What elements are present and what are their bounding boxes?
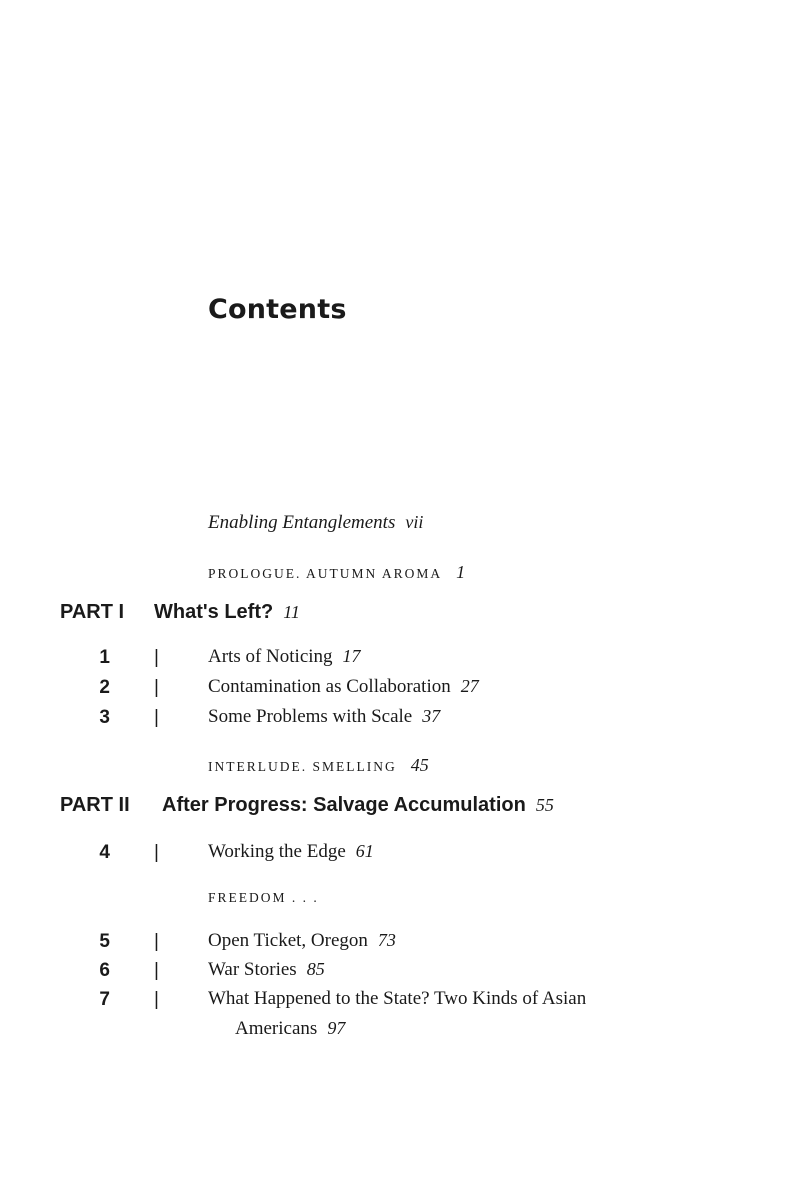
chapter-number: 4 (99, 842, 110, 863)
toc-entry-chapter-7-continued[interactable] (235, 1018, 345, 1040)
toc-entry-page: 85 (306, 959, 325, 979)
toc-entry-page: 17 (342, 646, 361, 666)
chapter-number: 3 (99, 707, 110, 728)
toc-entry-title: INTERLUDE. SMELLING (208, 759, 397, 774)
chapter-separator: | (154, 707, 159, 728)
chapter-separator: | (154, 931, 159, 952)
toc-entry-chapter-5[interactable] (208, 930, 396, 952)
toc-entry-title: Arts of Noticing (208, 646, 333, 667)
toc-entry-title: What Happened to the State? Two Kinds of Asian (208, 988, 587, 1009)
page-title: Contents (208, 294, 347, 325)
chapter-separator: | (154, 647, 159, 668)
toc-entry-page: 37 (422, 706, 441, 726)
toc-entry-title: War Stories (208, 959, 297, 980)
toc-entry-page: 27 (460, 676, 479, 696)
chapter-number: 5 (99, 931, 110, 952)
toc-entry-title: Open Ticket, Oregon (208, 930, 368, 951)
toc-entry-title: FREEDOM . . . (208, 890, 319, 905)
toc-entry-page: 45 (410, 755, 429, 775)
toc-entry-chapter-3[interactable] (208, 706, 440, 728)
chapter-number: 2 (99, 677, 110, 698)
toc-entry-chapter-2[interactable] (208, 676, 479, 698)
chapter-separator: | (154, 960, 159, 981)
part-label-1: PART I (60, 601, 125, 623)
chapter-separator: | (154, 842, 159, 863)
toc-entry-page: 61 (355, 841, 374, 861)
toc-entry-interlude[interactable] (208, 755, 429, 776)
toc-entry-title: Working the Edge (208, 841, 346, 862)
part-title: After Progress: Salvage Accumulation (162, 794, 526, 816)
chapter-separator: | (154, 677, 159, 698)
part-title: What's Left? (154, 601, 274, 623)
toc-entry-chapter-1[interactable] (208, 646, 361, 668)
chapter-number: 6 (99, 960, 110, 981)
toc-entry-page: 55 (535, 795, 554, 815)
toc-entry-chapter-7[interactable] (208, 988, 586, 1010)
chapter-number: 1 (99, 647, 110, 668)
toc-entry-acknowledgments[interactable] (208, 512, 423, 534)
toc-entry-page: 1 (456, 562, 466, 582)
chapter-number: 7 (99, 989, 110, 1010)
toc-entry-title: Some Problems with Scale (208, 706, 413, 727)
toc-entry-part-2[interactable] (162, 794, 554, 817)
chapter-separator: | (154, 989, 159, 1010)
toc-entry-page: 73 (377, 930, 396, 950)
toc-entry-freedom[interactable] (208, 890, 319, 906)
toc-entry-title-continued: Americans (235, 1018, 318, 1039)
toc-entry-title: Enabling Entanglements (208, 512, 396, 533)
toc-entry-part-1[interactable] (154, 601, 300, 624)
toc-entry-title: PROLOGUE. AUTUMN AROMA (208, 566, 443, 581)
toc-entry-page: 97 (327, 1018, 346, 1038)
toc-entry-prologue[interactable] (208, 562, 465, 583)
toc-entry-chapter-6[interactable] (208, 959, 325, 981)
part-label-2: PART II (60, 794, 130, 816)
toc-entry-page: 11 (283, 602, 300, 622)
toc-entry-chapter-4[interactable] (208, 841, 374, 863)
toc-entry-page: vii (405, 512, 424, 532)
toc-entry-title: Contamination as Collaboration (208, 676, 451, 697)
